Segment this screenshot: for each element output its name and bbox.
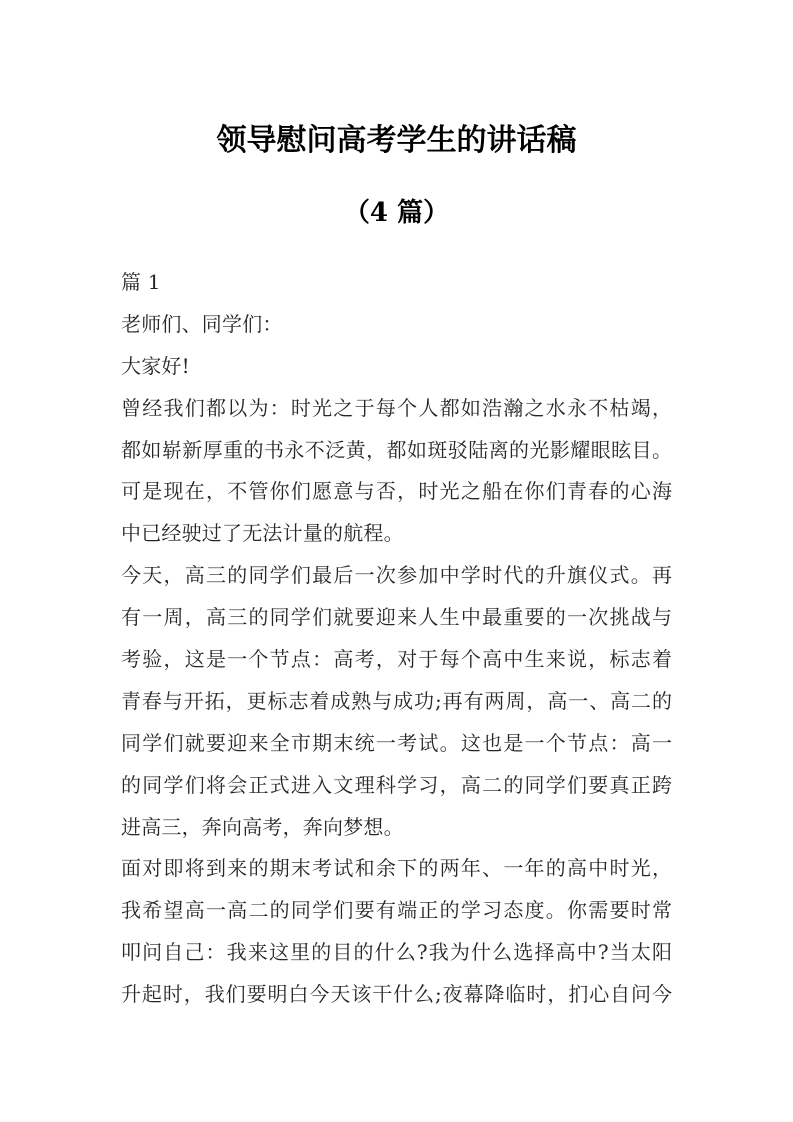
text-line: 的同学们将会正式进入文理科学习，高二的同学们要真正跨 xyxy=(121,772,672,797)
text-line: 升起时，我们要明白今天该干什么;夜幕降临时，扪心自问今 xyxy=(121,982,672,1007)
text-line: 老师们、同学们： xyxy=(121,311,283,336)
text-line: 篇 1 xyxy=(121,270,161,294)
text-line: 进高三，奔向高考，奔向梦想。 xyxy=(121,814,404,839)
text-line: 都如崭新厚重的书永不泛黄，都如斑驳陆离的光影耀眼眩目。 xyxy=(121,437,672,462)
text-line: 同学们就要迎来全市期末统一考试。这也是一个节点：高一 xyxy=(121,730,672,755)
text-line: 面对即将到来的期末考试和余下的两年、一年的高中时光， xyxy=(121,856,672,881)
text-line: 大家好! xyxy=(121,353,190,378)
text-line: 今天，高三的同学们最后一次参加中学时代的升旗仪式。再 xyxy=(121,563,672,588)
text-line: 中已经驶过了无法计量的航程。 xyxy=(121,521,404,546)
text-line: 考验，这是一个节点：高考，对于每个高中生来说，标志着 xyxy=(121,647,672,672)
text-line: 我希望高一高二的同学们要有端正的学习态度。你需要时常 xyxy=(121,898,672,923)
text-line: 青春与开拓，更标志着成熟与成功;再有两周，高一、高二的 xyxy=(121,688,672,713)
text-line: 可是现在，不管你们愿意与否，时光之船在你们青春的心海 xyxy=(121,479,672,504)
text-line: 叩问自己：我来这里的目的什么?我为什么选择高中?当太阳 xyxy=(121,940,672,965)
text-line: 有一周，高三的同学们就要迎来人生中最重要的一次挑战与 xyxy=(121,605,672,630)
text-line: 曾经我们都以为：时光之于每个人都如浩瀚之水永不枯竭， xyxy=(121,395,672,420)
document-title: 领导慰问高考学生的讲话稿 xyxy=(216,123,577,158)
document-subtitle: （4 篇） xyxy=(343,198,450,228)
document-body xyxy=(121,262,672,1016)
